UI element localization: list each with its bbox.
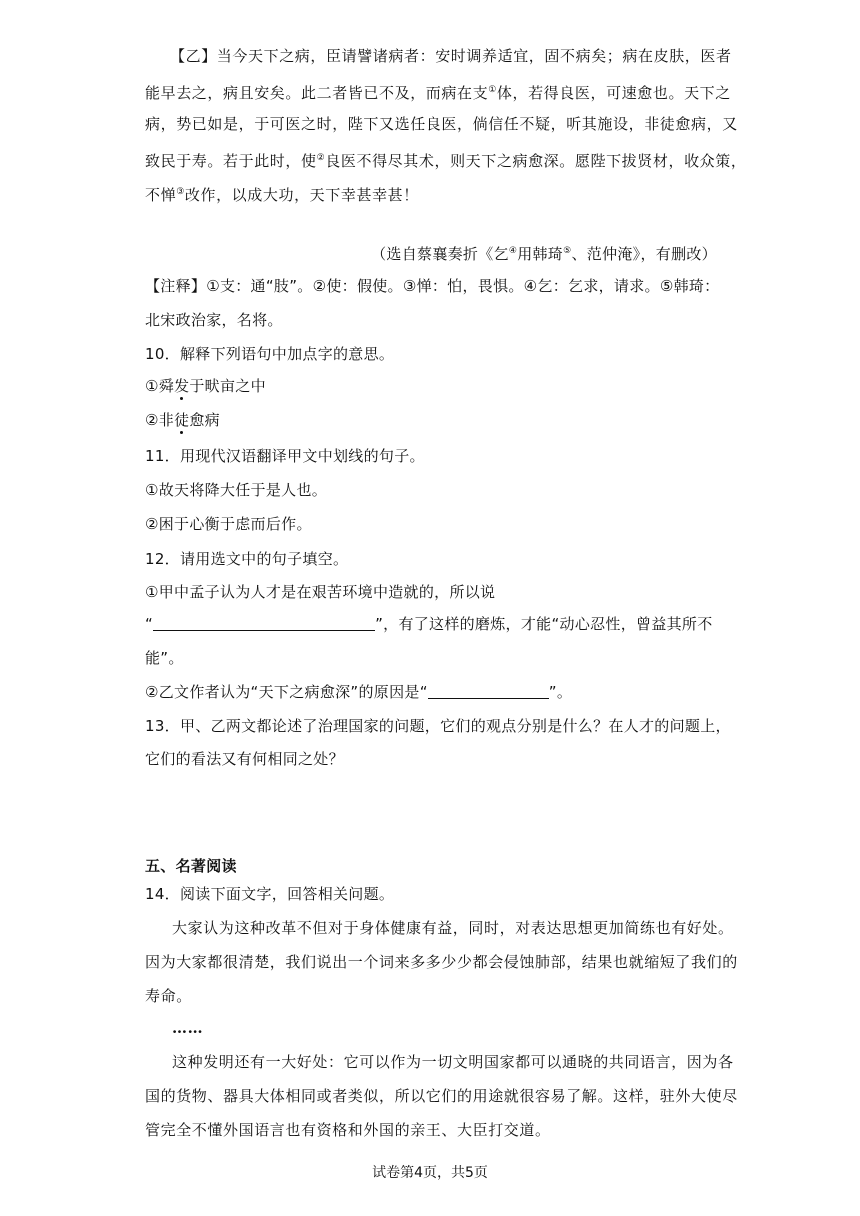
q11-title: 11．用现代汉语翻译甲文中划线的句子。 — [145, 447, 425, 465]
passage-yi-line-4: 致民于寿。若于此时，使②良医不得尽其术，则天下之病愈深。愿陛下拔贤材，收众策， — [145, 152, 747, 170]
answer-blank[interactable] — [153, 616, 375, 631]
excerpt-para-1-line-1: 大家认为这种改革不但对于身体健康有益，同时，对表达思想更加简练也有好处。 — [172, 919, 734, 937]
excerpt-para-2-line-1: 这种发明还有一大好处：它可以作为一切文明国家都可以通晓的共同语言，因为各 — [172, 1053, 734, 1071]
excerpt-para-2-line-3: 管完全不懂外国语言也有资格和外国的亲王、大臣打交道。 — [145, 1121, 551, 1139]
excerpt-para-1-line-2: 因为大家都很清楚，我们说出一个词来多多少少都会侵蚀肺部，结果也就缩短了我们的 — [145, 953, 738, 971]
q13-line-1: 13．甲、乙两文都论述了治理国家的问题，它们的观点分别是什么？在人才的问题上， — [145, 717, 731, 735]
q14-title: 14．阅读下面文字，回答相关问题。 — [145, 885, 395, 903]
section-heading: 五、名著阅读 — [145, 857, 237, 875]
q12-title: 12．请用选文中的句子填空。 — [145, 550, 349, 568]
excerpt-ellipsis: …… — [172, 1019, 204, 1037]
passage-source: （选自蔡襄奏折《乞④用韩琦⑤、范仲淹》，有删改） — [371, 245, 717, 263]
excerpt-para-1-line-3: 寿命。 — [145, 987, 192, 1005]
notes-line-2: 北宋政治家，名将。 — [145, 311, 283, 329]
q10-title: 10．解释下列语句中加点字的意思。 — [145, 345, 395, 363]
emphasis-dot-char: 发 — [174, 377, 190, 395]
passage-yi-line-3: 病，势已如是，于可医之时，陛下又选任良医，倘信任不疑，听其施设，非徒愈病，又 — [145, 115, 738, 133]
q10-item-2: ②非徒愈病 — [145, 411, 220, 429]
q11-item-1: ①故天将降大任于是人也。 — [145, 481, 328, 499]
q12-item-1-line-3: 能”。 — [145, 649, 184, 667]
passage-yi-line-2: 能早去之，病且安矣。此二者皆已不及，而病在支①体，若得良医，可速愈也。天下之 — [145, 84, 731, 102]
notes-line-1: 【注释】①支：通“肢”。②使：假使。③惮：怕，畏惧。④乞：乞求，请求。⑤韩琦： — [145, 277, 720, 295]
q11-item-2: ②困于心衡于虑而后作。 — [145, 515, 312, 533]
q13-line-2: 它们的看法又有何相同之处？ — [145, 750, 344, 768]
q12-item-1-line-2: “ ”，有了这样的磨炼，才能“动心忍性，曾益其所不 — [145, 615, 713, 633]
answer-blank[interactable] — [428, 684, 549, 699]
page-footer: 试卷第4页，共5页 — [372, 1165, 488, 1181]
q12-item-2: ②乙文作者认为“天下之病愈深”的原因是“ ”。 — [145, 683, 573, 701]
q10-item-1: ①舜发于畎亩之中 — [145, 377, 266, 395]
passage-yi-line-1: 【乙】当今天下之病，臣请譬诸病者：安时调养适宜，固不病矣；病在皮肤，医者 — [170, 47, 732, 65]
emphasis-dot-char: 徒 — [174, 411, 190, 429]
passage-yi-line-5: 不惮③改作，以成大功，天下幸甚幸甚！ — [145, 186, 419, 204]
excerpt-para-2-line-2: 国的货物、器具大体相同或者类似，所以它们的用途就很容易了解。这样，驻外大使尽 — [145, 1087, 738, 1105]
q12-item-1-line-1: ①甲中孟子认为人才是在艰苦环境中造就的，所以说 — [145, 583, 496, 601]
